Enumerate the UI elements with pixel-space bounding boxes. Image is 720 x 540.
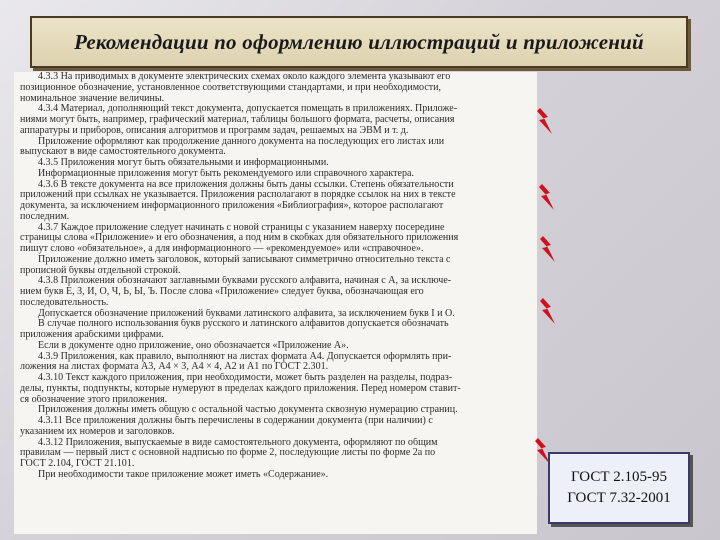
lightning-bolt-icon <box>539 184 555 210</box>
scanned-document-page <box>14 72 537 534</box>
document-line: прописной буквы отдельной строкой. <box>20 265 181 276</box>
document-line: 4.3.4 Материал, дополняющий текст документа, допускается помещать в приложениях. Приложе- <box>38 104 458 115</box>
document-line: Приложения должны иметь общую с остальной частью документа сквозную нумерацию страниц. <box>38 405 458 416</box>
document-line: 4.3.11 Все приложения должны быть перечислены в содержании документа (при наличии) с <box>38 416 433 426</box>
lightning-bolt-icon <box>540 236 556 262</box>
slide-title: Рекомендации по оформлению иллюстраций и приложений <box>74 29 644 54</box>
document-line: ложения на листах формата А3, А4 × 3, А4 × 4, А2 и А1 по ГОСТ 2.301. <box>20 362 329 373</box>
document-text-block <box>14 72 537 481</box>
document-line: номинальное значение величины. <box>20 93 165 104</box>
gost-reference-2: ГОСТ 7.32-2001 <box>567 490 671 506</box>
document-line: пишут слово «обязательное», а для информационного — «рекомендуемое» или «справочное». <box>20 244 424 254</box>
document-line: делы, пункты, подпункты, которые нумеруют в пределах каждого приложения. Перед номером ставит- <box>20 383 461 394</box>
document-line: 4.3.7 Каждое приложение следует начинать с новой страницы с указанием наверху посередине <box>38 222 445 233</box>
document-line: 4.3.10 Текст каждого приложения, при необходимости, может быть разделен на разделы, подраз- <box>38 373 453 383</box>
document-line: указанием их номеров и заголовков. <box>20 426 175 437</box>
document-line: Если в документе одно приложение, оно обозначается «Приложение А». <box>38 340 349 351</box>
document-line: 4.3.6 В тексте документа на все приложения должны быть даны ссылки. Степень обязательности <box>38 179 454 190</box>
document-line: приложений при ссылках не указывается. Приложения располагают в порядке ссылок на них в тексте <box>20 190 456 201</box>
document-line: 4.3.3 На приводимых в документе электрических схемах около каждого элемента указывают его <box>38 72 451 82</box>
document-line: документа, за исключением информационного приложения «Библиография», которое располагают <box>20 201 444 211</box>
document-line: 4.3.5 Приложения могут быть обязательными и информационными. <box>38 158 329 168</box>
slide-title-bar <box>30 16 688 68</box>
document-line: 4.3.9 Приложения, как правило, выполняют на листах формата А4. Допускается оформлять при- <box>38 351 452 362</box>
document-line: приложения арабскими цифрами. <box>20 330 164 340</box>
document-line: Допускается обозначение приложений буквами латинского алфавита, за исключением букв I и O. <box>38 308 455 319</box>
document-line: Приложение оформляют как продолжение данного документа на последующих его листах или <box>38 136 445 147</box>
document-line: нием букв Ё, З, Й, О, Ч, Ь, Ы, Ъ. После слова «Приложение» следует буква, обозначающая его <box>20 287 424 297</box>
document-line: В случае полного использования букв русского и латинского алфавитов допускается обозначать <box>38 319 449 330</box>
gost-reference-1: ГОСТ 2.105-95 <box>571 469 667 485</box>
gost-reference-box <box>548 452 690 524</box>
document-line: ся обозначение этого приложения. <box>20 394 168 405</box>
document-line: позиционное обозначение, установленное соответствующими стандартами, и при необходимости, <box>20 82 442 93</box>
document-line: страницы слова «Приложение» и его обозначения, а под ним в скобках для обязательного приложения <box>20 233 459 244</box>
document-line: выпускают в виде самостоятельного документа. <box>20 147 226 158</box>
document-line: последним. <box>20 211 70 222</box>
document-line: аппаратуры и приборов, описания алгоритмов и программ задач, решаемых на ЭВМ и т. д. <box>20 125 409 136</box>
document-line: последовательность. <box>20 297 109 308</box>
lightning-bolt-icon <box>537 108 553 134</box>
lightning-bolt-icon <box>540 298 556 324</box>
document-line: Приложение должно иметь заголовок, который записывают симметрично относительно текста с <box>38 254 451 265</box>
document-line: 4.3.12 Приложения, выпускаемые в виде самостоятельного документа, оформляют по общим <box>38 437 438 448</box>
document-line: При необходимости такое приложение может иметь «Содержание». <box>38 469 329 480</box>
document-line: 4.3.8 Приложения обозначают заглавными буквами русского алфавита, начиная с А, за исключе- <box>38 276 452 287</box>
document-line: ГОСТ 2.104, ГОСТ 21.101. <box>20 459 135 469</box>
document-line: правилам — первый лист с основной надписью по форме 2, последующие листы по форме 2а по <box>20 448 436 459</box>
document-line: Информационные приложения могут быть рекомендуемого или справочного характера. <box>38 168 414 179</box>
document-line: ниями могут быть, например, графический материал, таблицы большого формата, расчеты, описания <box>20 115 455 125</box>
